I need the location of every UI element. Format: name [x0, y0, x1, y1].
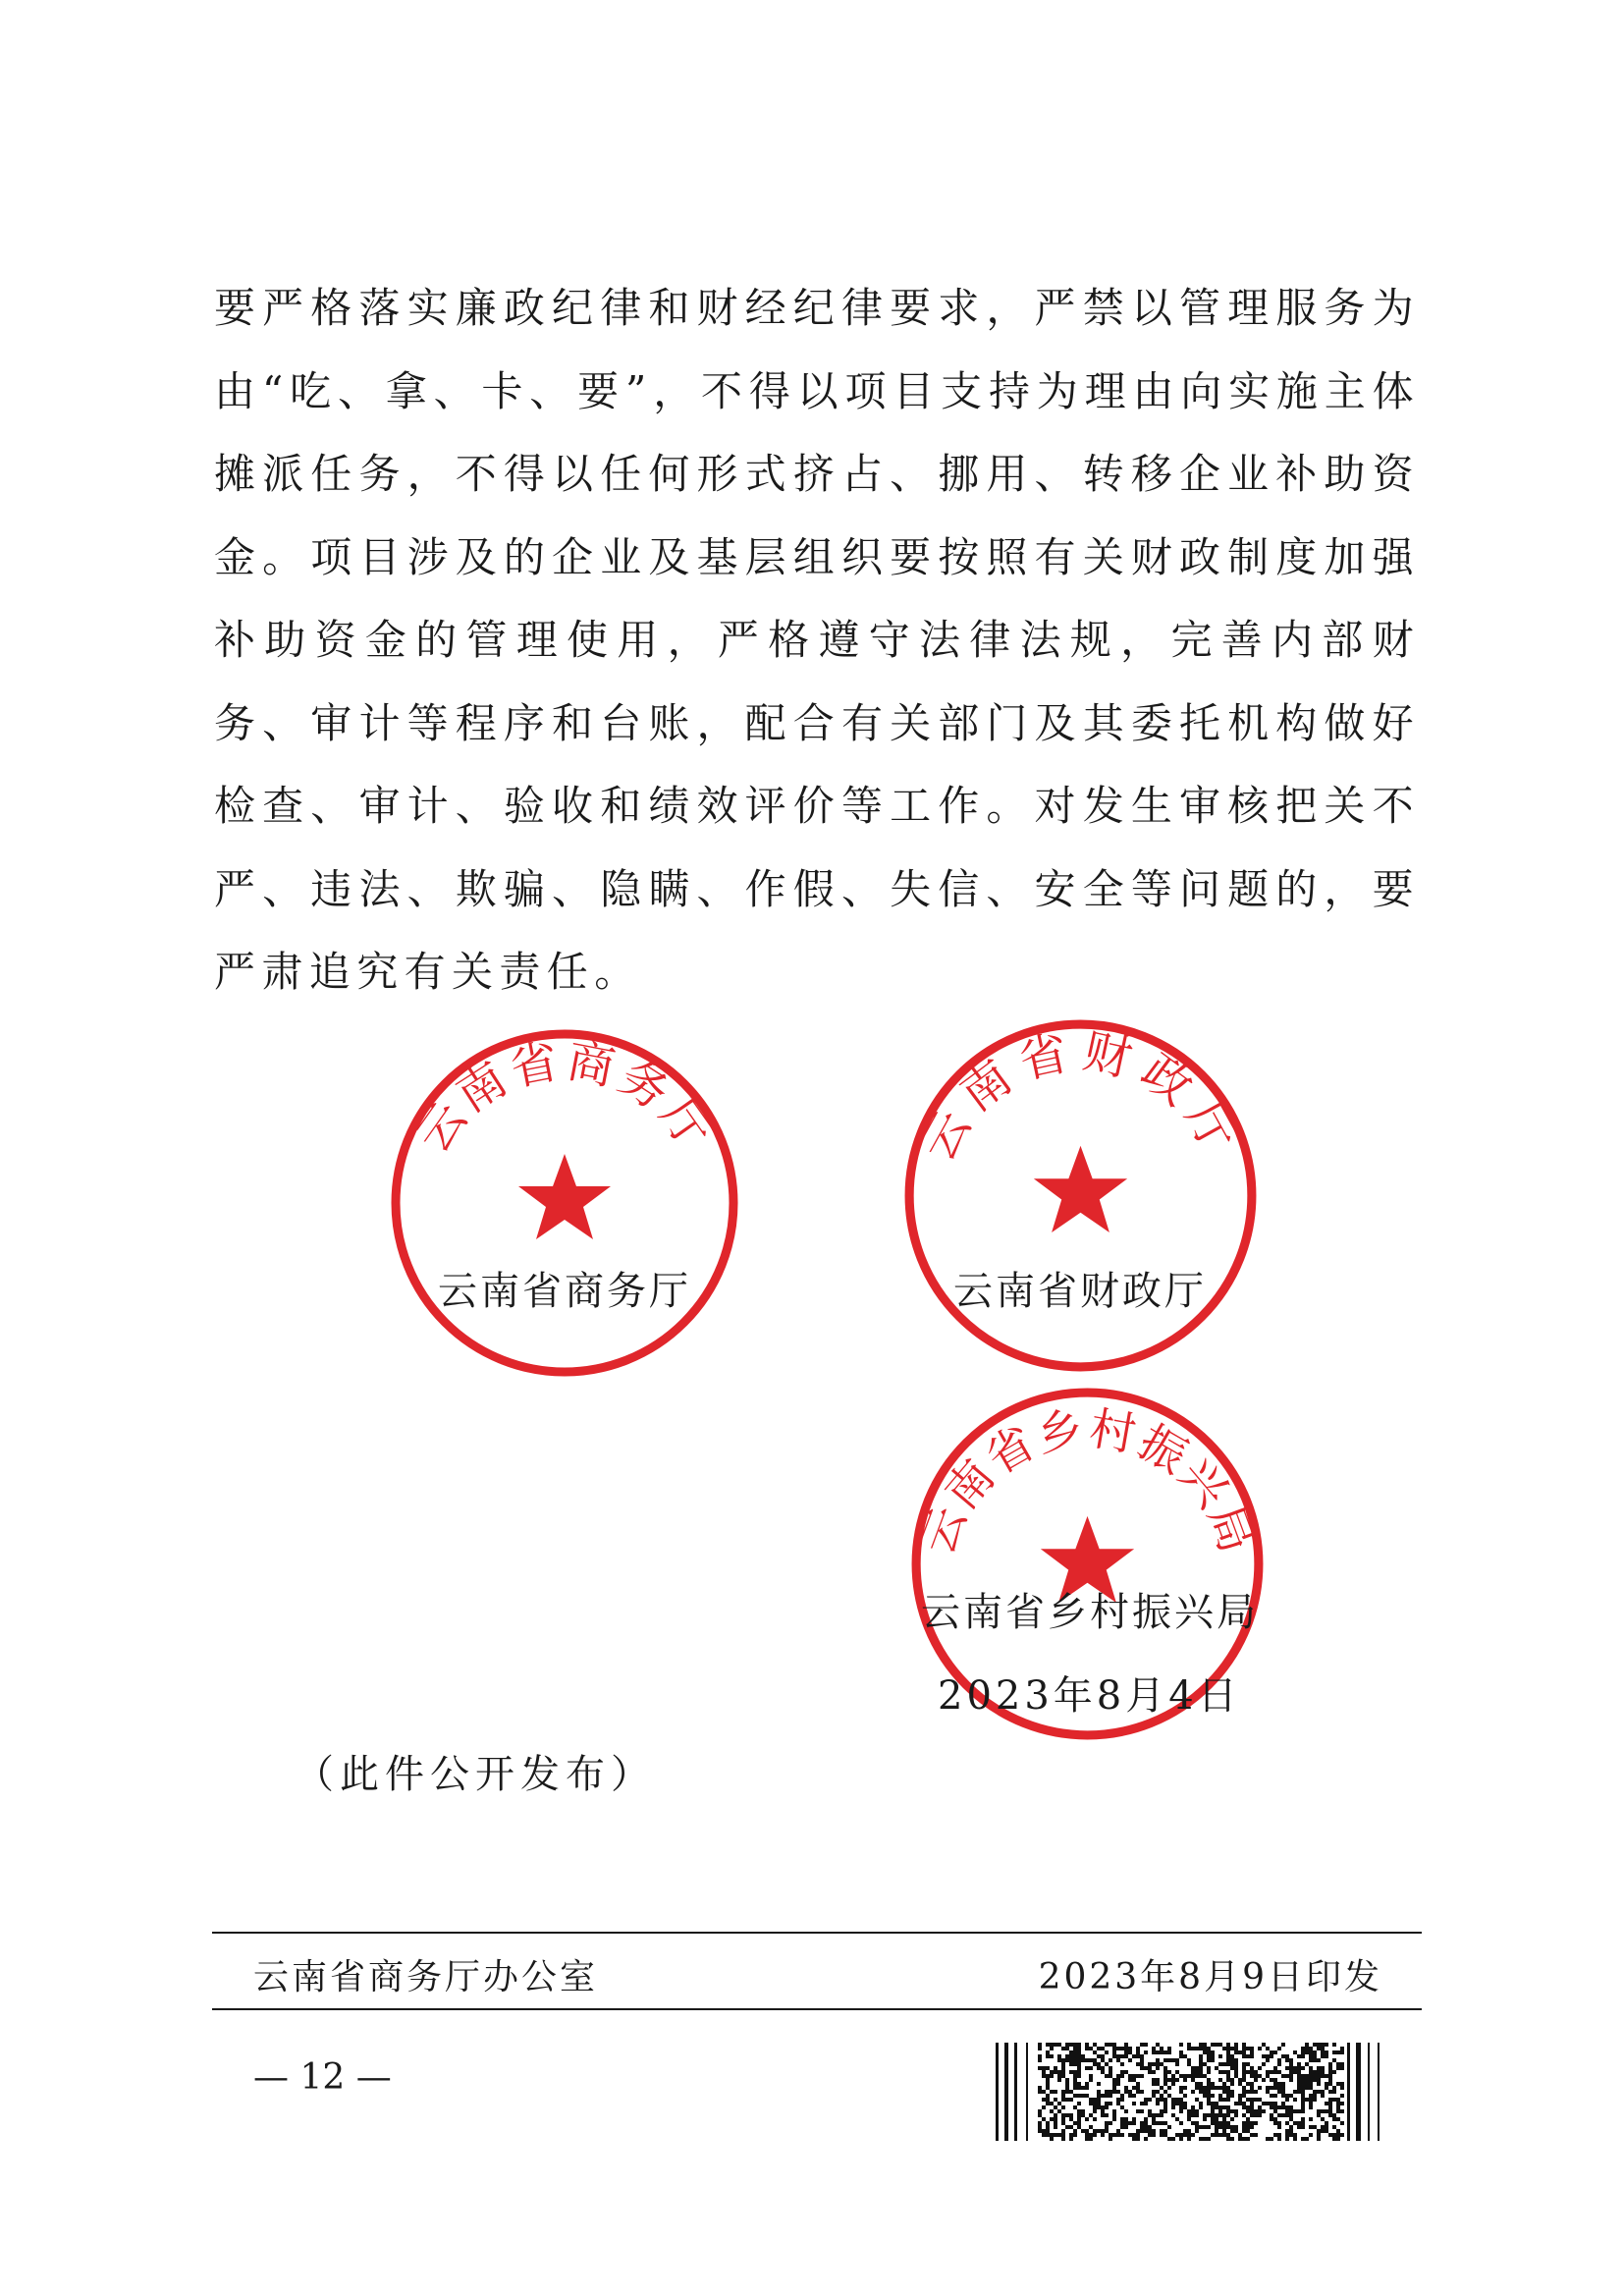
publish-note: （此件公开发布） [295, 1752, 656, 1797]
seal-finance-graphic [901, 1016, 1260, 1375]
seal-commerce-graphic [388, 1026, 741, 1380]
footer-rule-bottom [212, 2008, 1422, 2010]
page-number: — 12 — [253, 2057, 392, 2098]
star-icon [1034, 1146, 1127, 1232]
seal-finance [901, 1016, 1260, 1375]
svg-text:云南省财政厅: 云南省财政厅 [910, 1023, 1251, 1171]
barcode-icon [994, 2043, 1386, 2141]
footer-print-date: 2023年8月9日印发 [1038, 1957, 1382, 1997]
seal-label-rural: 云南省乡村振兴局 [921, 1590, 1259, 1635]
star-icon [518, 1154, 611, 1239]
seal-commerce [388, 1026, 741, 1380]
svg-text:云南省乡村振兴局: 云南省乡村振兴局 [910, 1401, 1265, 1561]
seal-label-commerce: 云南省商务厅 [438, 1269, 691, 1314]
svg-text:云南省商务厅: 云南省商务厅 [405, 1033, 725, 1163]
body-paragraph: 要严格落实廉政纪律和财经纪律要求，严禁以管理服务为由“吃、拿、卡、要”，不得以项目支持为理由向实施主体摊派任务，不得以任何形式挤占、挪用、转移企业补助资金。项目涉及的企业及基层组织要按照有关财政制度加强补助资金的管理使用，严格遵守法律法规，完善内部财务、审计等程序和台账，配合有关部门及其委托机构做好检查、审计、验收和绩效评价等工作。对发生审核把关不严、违法、欺骗、隐瞒、作假、失信、安全等问题的，要严肃追究有关责任。 [214, 284, 1420, 996]
issue-date: 2023年8月4日 [938, 1673, 1241, 1719]
seal-label-finance: 云南省财政厅 [953, 1269, 1207, 1314]
footer-office: 云南省商务厅办公室 [253, 1957, 599, 1997]
footer-rule-top [212, 1932, 1422, 1934]
